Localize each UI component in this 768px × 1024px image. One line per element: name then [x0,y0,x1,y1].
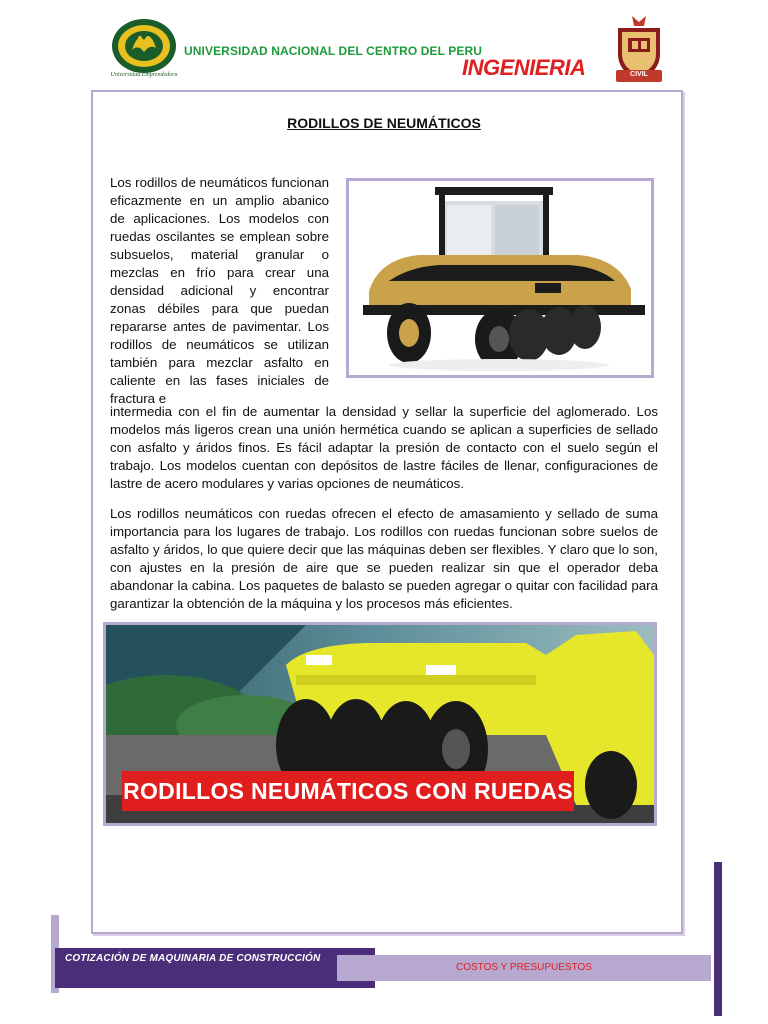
faculty-title: INGENIERIA [462,55,586,80]
footer-right-text: COSTOS Y PRESUPUESTOS [456,962,592,973]
banner-label: RODILLOS NEUMÁTICOS CON RUEDAS [122,771,574,811]
university-logo [110,18,178,80]
roller-banner-photo [103,622,657,826]
university-name: UNIVERSIDAD NACIONAL DEL CENTRO DEL PERU [184,44,483,58]
page-header [0,0,768,90]
footer-accent-right [714,862,722,1016]
civil-engineering-logo [610,14,668,86]
cat-roller-illustration [349,181,651,375]
paragraph-1-top: Los rodillos de neumáticos funcionan eficazmente en un amplio abanico de aplicaciones. Los modelos con ruedas oscilantes se emplean sobre subsuelos, material granular o mezclas en frío para crear una densidad adicional y encontrar zonas débiles para que puedan repararse antes de pavimentar. Los rodillos de neumáticos se utilizan también para mezclar asfalto en caliente en las fases iniciales de fractura e [110,175,329,406]
paragraph-1-bottom: intermedia con el fin de aumentar la densidad y sellar la superficie del aglomerado. Los modelos más ligeros crean una unión hermética cuando se aplican a superficies de sellado con asfalto y áridos finos. Es fácil adaptar la presión de contacto con el suelo según el trabajo. Los modelos cuentan con depósitos de lastre fáciles de llenar, configuraciones de lastre de acero modulares y varias opciones de neumáticos. [110,404,658,491]
left-logo-caption: Universidad Emprendedora [110,72,178,78]
paragraph-2: Los rodillos neumáticos con ruedas ofrecen el efecto de amasamiento y sellado de suma importancia para los lugares de trabajo. Los rodillos con ruedas funcionan sobre suelos de asfalto y áridos, lo que quiere decir que las máquinas deben ser flexibles. Y claro que lo son, con ajustes en la presión de aire que se pueden realizar sin que el operador deba abandonar la cabina. Los paquetes de balasto se pueden agregar o quitar con facilidad para garantizar la obtención de la máquina y los procesos más eficientes. [110,506,658,611]
footer-left-text: COTIZACIÓN DE MAQUINARIA DE CONSTRUCCIÓN [65,953,321,964]
document-title: RODILLOS DE NEUMÁTICOS [287,115,481,131]
pneumatic-roller-photo [346,178,654,378]
right-logo-caption: CIVIL [630,71,648,78]
